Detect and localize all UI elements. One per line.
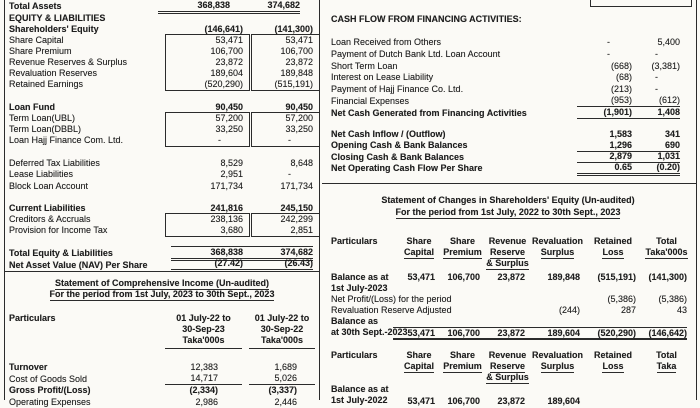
header-line: Total	[641, 350, 692, 361]
value-col2: 53,471	[243, 35, 313, 46]
value-share-premium: 106,700	[435, 328, 480, 339]
row-label: Loan Hajj Finance Com. Ltd.	[9, 135, 171, 146]
value-col1: -	[577, 49, 632, 60]
header-line: Taka'000s	[645, 247, 687, 259]
row-provision-income-tax	[5, 225, 319, 236]
header-line: Capital	[404, 247, 434, 259]
value-revenue-reserve: 23,872	[480, 396, 525, 407]
value-col2: -	[243, 135, 313, 146]
col-header-share-premium	[440, 350, 485, 383]
value-total: (5,386)	[636, 294, 687, 305]
section-divider	[322, 183, 696, 184]
row-label	[331, 316, 393, 340]
row-interest-lease-liability	[322, 72, 694, 84]
header-line: 01 July-22 to	[249, 313, 315, 324]
value-revaluation-surplus: (244)	[525, 305, 580, 316]
header-line: Revenue	[485, 236, 530, 247]
value-col2: 245,150	[243, 203, 313, 214]
particulars-header: Particulars	[331, 236, 393, 247]
header-line: Taka'000s	[165, 335, 242, 346]
income-period	[5, 289, 319, 300]
value-total: (141,300)	[636, 272, 687, 283]
value-col2: 5,026	[249, 373, 315, 385]
value-col2: -	[632, 72, 680, 83]
income-title	[5, 278, 319, 289]
value-retained-loss: (5,386)	[580, 294, 636, 305]
value-col2: 242,299	[243, 214, 313, 225]
value-revenue-reserve: 23,872	[480, 328, 525, 339]
income-rows	[5, 362, 319, 408]
value-col2: 171,734	[243, 181, 313, 192]
row-opening-cash-balances	[322, 140, 694, 152]
row-label: Retained Earnings	[9, 79, 171, 90]
row-payment-dutch-bank	[322, 49, 694, 61]
value-col2: (515,191)	[243, 79, 313, 90]
col-header-share-premium	[440, 236, 485, 269]
header-line: Taka'000s	[249, 335, 315, 346]
row-label: Payment of Hajj Finance Co. Ltd.	[331, 84, 577, 95]
row-label: Cost of Goods Sold	[9, 374, 165, 385]
header-line: 30-Sep-23	[165, 324, 242, 335]
value-col2: 57,200	[243, 113, 313, 124]
value-col1: (1,901)	[577, 107, 632, 119]
header-line: Surplus	[541, 361, 575, 373]
value-col2: (3,337)	[249, 385, 315, 396]
value-col1: (953)	[577, 95, 632, 107]
row-label: Net Cash Generated from Financing Activities	[331, 108, 577, 119]
header-line: Premium	[443, 361, 482, 373]
value-col2: 2,446	[249, 397, 315, 408]
row-lease-liabilities	[5, 169, 319, 180]
income-table-header	[5, 313, 319, 349]
value-col2: (26.43)	[243, 258, 313, 272]
value-col1: 53,471	[171, 35, 243, 46]
section-heading: EQUITY & LIABILITIES	[9, 13, 313, 24]
row-block-loan-account	[5, 180, 319, 192]
value-col2: 2,851	[243, 225, 313, 236]
row-share-capital	[5, 35, 319, 46]
row-label: Net Cash Inflow / (Outflow)	[331, 129, 577, 140]
value-col1: 8,529	[171, 158, 243, 169]
value-col1: (213)	[577, 84, 632, 95]
value-col1: 0.65	[577, 162, 632, 176]
row-balance-30th-sept-2023	[331, 316, 694, 340]
value-col1: 238,136	[171, 214, 243, 225]
header-line: Surplus	[541, 247, 575, 259]
value-col2: (612)	[632, 95, 680, 107]
header-line: Loss	[602, 361, 623, 373]
col-header-total	[641, 236, 692, 269]
row-retained-earnings	[5, 79, 319, 90]
cash-flow-financing-section	[322, 8, 694, 175]
value-col1: 14,717	[165, 373, 242, 385]
header-line: Premium	[443, 247, 482, 259]
value-col1: 90,450	[171, 102, 243, 113]
row-label	[331, 384, 393, 408]
cash-flow-summary	[322, 129, 694, 175]
value-revenue-reserve	[480, 305, 525, 316]
row-creditors-accruals	[5, 214, 319, 225]
value-col1: 57,200	[171, 113, 243, 124]
row-label: Financial Expenses	[331, 96, 577, 107]
row-label: Loan Received from Others	[331, 37, 577, 48]
value-share-capital: 53,471	[393, 328, 435, 339]
value-retained-loss: (515,191)	[580, 272, 636, 283]
value-col2: -	[632, 84, 680, 95]
value-col1: 106,700	[171, 46, 243, 57]
row-loan-received-others	[322, 37, 694, 49]
value-col2: 374,682	[230, 0, 300, 14]
col-header-revenue-reserve	[485, 236, 530, 269]
row-label: Creditors & Accruals	[9, 214, 171, 225]
value-revenue-reserve	[480, 294, 525, 305]
cash-flow-rows	[322, 37, 694, 120]
value-col2: 5,400	[632, 37, 680, 48]
value-col2: 374,682	[243, 246, 313, 261]
value-revenue-reserve: 23,872	[480, 272, 525, 283]
col-header-retained-loss	[585, 350, 641, 383]
value-col1: (2,334)	[165, 385, 242, 396]
value-col2: 90,450	[243, 102, 313, 113]
value-col1: 189,604	[171, 68, 243, 79]
row-label: Revenue Reserves & Surplus	[9, 57, 171, 68]
row-turnover	[5, 362, 319, 374]
col-header-revaluation-surplus	[530, 350, 585, 383]
row-balance-1st-july-2022	[331, 384, 694, 408]
row-balance-1st-july-2023	[331, 272, 694, 294]
row-financial-expenses	[322, 95, 694, 107]
value-col2: 189,848	[243, 68, 313, 79]
value-col2: (0.20)	[632, 162, 680, 176]
row-label-line: Balance as at	[331, 384, 393, 395]
row-label-line: 1st July-2023	[331, 283, 393, 294]
row-label-line: 1st July-2022	[331, 395, 393, 406]
header-line: Capital	[404, 361, 434, 373]
header-line: Share	[398, 236, 440, 247]
changes-table-header-2	[331, 350, 694, 383]
value-col2: -	[632, 49, 680, 60]
row-label: Gross Profit/(Loss)	[9, 385, 165, 396]
cash-flow-heading: CASH FLOW FROM FINANCING ACTIVITIES:	[331, 14, 694, 25]
current-liabilities-group	[5, 214, 319, 236]
value-col1: 2,951	[171, 169, 243, 180]
col-header-total	[641, 350, 692, 383]
row-deferred-tax	[5, 158, 319, 169]
value-share-capital: 53,471	[393, 272, 435, 283]
value-col2: 8,648	[243, 158, 313, 169]
value-col1: (27.42)	[171, 258, 243, 272]
row-revaluation-reserves	[5, 68, 319, 79]
income-period-text: For the period from 1st July, 2023 to 30th Sept., 2023	[50, 289, 275, 301]
row-label: Opening Cash & Bank Balances	[331, 140, 577, 151]
changes-in-equity-section	[322, 188, 694, 408]
equity-detail-group	[5, 35, 319, 90]
header-line: Revaluation	[530, 350, 585, 361]
row-operating-expenses	[5, 397, 319, 408]
header-line: Share	[398, 350, 440, 361]
row-current-liabilities	[5, 203, 319, 214]
value-share-premium	[435, 294, 480, 305]
row-loan-fund	[5, 102, 319, 113]
row-short-term-loan	[322, 60, 694, 72]
header-line: Retained	[585, 350, 641, 361]
row-label: Current Liabilities	[9, 203, 171, 214]
value-col1: 2,986	[165, 397, 242, 408]
row-payment-hajj-finance	[322, 84, 694, 96]
row-total-assets	[5, 0, 319, 13]
value-col1: (146,641)	[171, 24, 243, 35]
value-col1: 368,838	[171, 246, 243, 261]
value-total: (146,642)	[636, 328, 687, 339]
row-net-asset-value	[5, 259, 319, 271]
value-col1: (668)	[577, 61, 632, 72]
value-col1: -	[171, 135, 243, 146]
value-col2: 1,031	[632, 151, 680, 163]
opening-balance-values	[393, 395, 687, 408]
value-col1: 241,816	[171, 203, 243, 214]
header-line: 30-Sep-22	[249, 324, 315, 335]
row-label: Revaluation Reserves	[9, 68, 171, 79]
value-share-capital: 53,471	[393, 396, 435, 407]
col-header-revenue-reserve	[485, 350, 530, 383]
header-line: Revaluation	[530, 236, 585, 247]
row-label: Term Loan(UBL)	[9, 113, 171, 124]
row-label: Block Loan Account	[9, 181, 171, 192]
row-loan-hajj-finance	[5, 135, 319, 146]
changes-table-header-1	[331, 236, 694, 269]
row-label: Closing Cash & Bank Balances	[331, 152, 577, 163]
value-col2: 690	[632, 140, 680, 152]
row-label-line: at 30th Sept.-2023	[331, 327, 393, 338]
value-retained-loss: 287	[580, 305, 636, 316]
row-revaluation-reserve-adjusted	[331, 305, 694, 316]
value-retained-loss: (520,290)	[580, 328, 636, 339]
value-col1: 368,838	[158, 0, 230, 14]
right-panel-cashflow-equity	[322, 0, 697, 400]
value-col2: 33,250	[243, 124, 313, 135]
changes-period	[322, 207, 694, 218]
value-col1: (68)	[577, 72, 632, 83]
row-label: Share Capital	[9, 35, 171, 46]
row-label: Payment of Dutch Bank Ltd. Loan Account	[331, 49, 577, 60]
row-label: Net Profit/(Loss) for the period	[331, 294, 393, 305]
value-col2: 1,408	[632, 107, 680, 119]
header-line: & Surplus	[486, 258, 529, 270]
header-line: Revenue	[485, 350, 530, 361]
loan-detail-group	[5, 113, 319, 146]
value-share-capital	[393, 305, 435, 316]
period-column-header-1	[165, 313, 242, 349]
changes-period-text: For the period from 1st July, 2022 to 30th Sept., 2023	[396, 207, 621, 219]
row-label: Shareholders' Equity	[9, 24, 171, 35]
value-col1: -	[577, 37, 632, 48]
row-net-operating-cashflow-per-share	[322, 163, 694, 175]
value-col2: 1,689	[249, 362, 315, 373]
row-label: Turnover	[9, 362, 165, 373]
row-label: Deferred Tax Liabilities	[9, 158, 171, 169]
row-label-line: Balance as	[331, 316, 393, 327]
row-label-line: Balance as at	[331, 272, 393, 283]
col-header-share-capital	[398, 236, 440, 269]
value-col1: 12,383	[165, 362, 242, 373]
value-col2: (3,381)	[632, 61, 680, 72]
row-label: Lease Liabilities	[9, 169, 171, 180]
row-label: Term Loan(DBBL)	[9, 124, 171, 135]
value-col1: 2,879	[577, 151, 632, 163]
col-header-revaluation-surplus	[530, 236, 585, 269]
col-header-share-capital	[398, 350, 440, 383]
row-net-cash-financing	[322, 107, 694, 120]
row-label	[331, 272, 393, 294]
income-statement-section	[5, 271, 319, 408]
row-cost-of-goods-sold	[5, 374, 319, 386]
header-line: Share	[440, 236, 485, 247]
previous-table-remnant-box	[590, 0, 692, 7]
value-col1: 23,872	[171, 57, 243, 68]
header-line: 01 July-22 to	[165, 313, 242, 324]
row-label: Total Equity & Liabilities	[9, 248, 171, 259]
row-gross-profit-loss	[5, 385, 319, 397]
value-revaluation-surplus: 189,604	[525, 328, 580, 339]
row-label: Total Assets	[9, 1, 171, 12]
value-share-premium	[435, 305, 480, 316]
row-share-premium	[5, 46, 319, 57]
header-line: Reserve	[490, 247, 525, 259]
value-share-capital	[393, 294, 435, 305]
income-title-text: Statement of Comprehensive Income (Un-audited)	[55, 278, 269, 290]
value-col1: 1,583	[577, 129, 632, 140]
row-label: Net Asset Value (NAV) Per Share	[9, 260, 171, 271]
row-label: Interest on Lease Liability	[331, 72, 577, 83]
value-col2: 341	[632, 129, 680, 140]
value-col2: 23,872	[243, 57, 313, 68]
header-line: Taka	[657, 361, 677, 373]
row-label: Share Premium	[9, 46, 171, 57]
value-share-premium: 106,700	[435, 396, 480, 407]
left-panel-balance-sheet	[4, 0, 320, 400]
row-shareholders-equity	[5, 24, 319, 35]
row-revenue-reserves	[5, 57, 319, 68]
header-line: Total	[641, 236, 692, 247]
row-term-loan-ubl	[5, 113, 319, 124]
value-col1: 171,734	[171, 181, 243, 192]
value-col2: (141,300)	[243, 24, 313, 35]
header-line: Reserve	[490, 361, 525, 373]
header-line: Share	[440, 350, 485, 361]
value-revaluation-surplus: 189,848	[525, 272, 580, 283]
row-label: Operating Expenses	[9, 397, 165, 408]
row-net-profit-loss-period	[331, 294, 694, 305]
value-total: 43	[636, 305, 687, 316]
header-line: & Surplus	[486, 372, 529, 384]
heading-equity-liabilities	[5, 13, 319, 24]
row-label: Loan Fund	[9, 102, 171, 113]
value-share-premium: 106,700	[435, 272, 480, 283]
row-label: Revaluation Reserve Adjusted	[331, 305, 393, 316]
row-label: Short Term Loan	[331, 61, 577, 72]
header-line: Retained	[585, 236, 641, 247]
value-col1: (520,290)	[171, 79, 243, 90]
row-term-loan-dbbl	[5, 124, 319, 135]
value-col2: -	[243, 169, 313, 180]
col-header-retained-loss	[585, 236, 641, 269]
value-revaluation-surplus	[525, 294, 580, 305]
value-col1: 1,296	[577, 140, 632, 152]
row-label: Provision for Income Tax	[9, 225, 171, 236]
changes-title: Statement of Changes in Shareholders' Equity (Un-audited)	[322, 195, 694, 206]
row-net-cash-inflow-outflow	[322, 129, 694, 141]
closing-balance-values	[393, 327, 687, 340]
value-col2: 106,700	[243, 46, 313, 57]
value-col1: 3,680	[171, 225, 243, 236]
value-revaluation-surplus: 189,604	[525, 396, 580, 407]
row-label: Net Operating Cash Flow Per Share	[331, 163, 577, 174]
particulars-header: Particulars	[331, 350, 393, 361]
value-col1: 33,250	[171, 124, 243, 135]
particulars-header: Particulars	[9, 313, 165, 324]
header-line: Loss	[602, 247, 623, 259]
period-column-header-2	[249, 313, 315, 349]
